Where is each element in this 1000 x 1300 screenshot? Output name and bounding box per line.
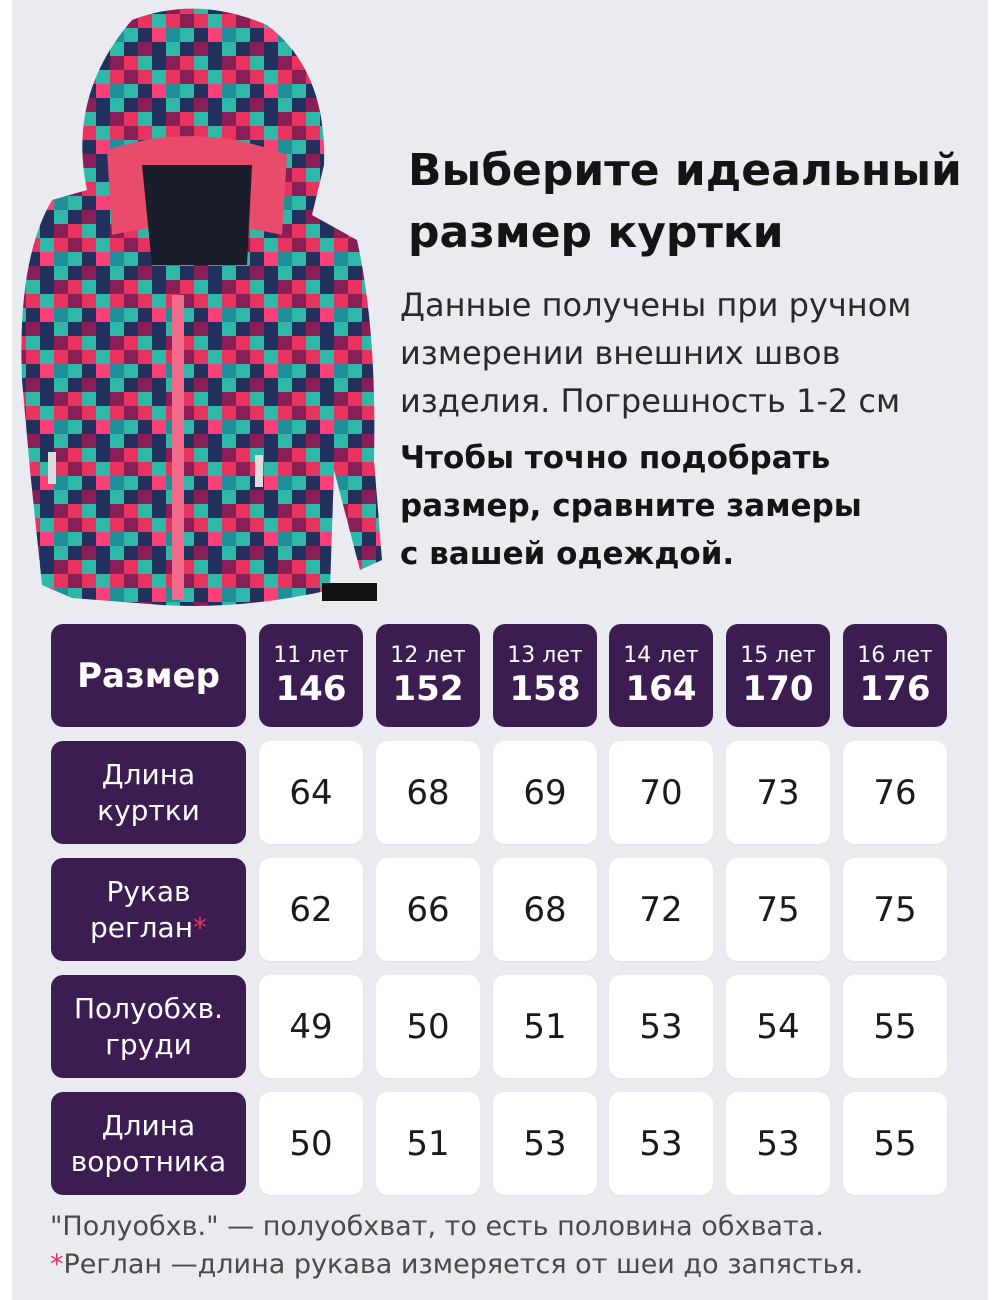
value-cell: 54 (726, 975, 830, 1078)
size-column-header (726, 624, 830, 727)
advice-line-2: размер, сравните замеры (400, 488, 862, 524)
title-line-1: Выберите идеальный (408, 145, 962, 196)
intro-line-2: измерении внешних швов (400, 334, 841, 372)
size-age: 12 лет (390, 642, 466, 668)
value-cell: 49 (259, 975, 363, 1078)
row-header-jacket-length (51, 741, 246, 844)
footnotes (50, 1208, 990, 1284)
intro-line-3: изделия. Погрешность 1-2 см (400, 382, 901, 420)
footnote-asterisk: * (50, 1249, 64, 1280)
size-column-header (493, 624, 597, 727)
value-cell: 53 (609, 975, 713, 1078)
value-cell: 75 (726, 858, 830, 961)
value-cell: 50 (376, 975, 480, 1078)
value-cell: 62 (259, 858, 363, 961)
size-column-header (376, 624, 480, 727)
value-cell: 51 (376, 1092, 480, 1195)
title-line-2: размер куртки (408, 207, 784, 258)
size-age: 14 лет (623, 642, 699, 668)
footnote-raglan (50, 1246, 990, 1284)
value-cell: 50 (259, 1092, 363, 1195)
row-label-line-2: куртки (97, 793, 200, 827)
value-cell: 75 (843, 858, 947, 961)
intro-line-1: Данные получены при ручном (400, 286, 912, 324)
value-cell: 53 (726, 1092, 830, 1195)
size-age: 15 лет (740, 642, 816, 668)
value-cell: 68 (376, 741, 480, 844)
row-header-collar-length (51, 1092, 246, 1195)
size-height: 152 (392, 668, 464, 709)
value-cell: 72 (609, 858, 713, 961)
footnote-half-girth: "Полуобхв." — полуобхват, то есть половина обхвата. (50, 1211, 824, 1242)
value-cell: 53 (609, 1092, 713, 1195)
size-height: 176 (859, 668, 931, 709)
row-header-raglan-sleeve (51, 858, 246, 961)
size-height: 146 (275, 668, 347, 709)
value-cell: 64 (259, 741, 363, 844)
row-label-line-2: реглан (89, 910, 194, 944)
size-height: 158 (509, 668, 581, 709)
value-cell: 68 (493, 858, 597, 961)
footnote-asterisk: * (193, 910, 208, 944)
row-label-line-2: груди (105, 1027, 192, 1061)
value-cell: 66 (376, 858, 480, 961)
value-cell: 69 (493, 741, 597, 844)
size-age: 16 лет (857, 642, 933, 668)
footnote-raglan-text: Реглан —длина рукава измеряется от шеи до запястья. (63, 1249, 864, 1280)
size-header-corner: Размер (51, 624, 246, 727)
size-column-header (259, 624, 363, 727)
advice-line-3: с вашей одеждой. (400, 536, 735, 572)
row-label-line-1: Рукав (106, 874, 191, 908)
row-label-line-1: Длина (101, 1108, 196, 1142)
size-height: 164 (625, 668, 697, 709)
value-cell: 70 (609, 741, 713, 844)
row-header-chest-half-girth (51, 975, 246, 1078)
value-cell: 55 (843, 1092, 947, 1195)
value-cell: 55 (843, 975, 947, 1078)
size-column-header (609, 624, 713, 727)
row-label-line-2: воротника (70, 1144, 227, 1178)
size-age: 11 лет (273, 642, 349, 668)
size-column-header (843, 624, 947, 727)
advice-line-1: Чтобы точно подобрать (400, 440, 831, 476)
size-age: 13 лет (507, 642, 583, 668)
row-label-line-1: Полуобхв. (73, 991, 224, 1025)
value-cell: 73 (726, 741, 830, 844)
size-height: 170 (742, 668, 814, 709)
value-cell: 51 (493, 975, 597, 1078)
value-cell: 76 (843, 741, 947, 844)
row-label-line-1: Длина (101, 757, 196, 791)
value-cell: 53 (493, 1092, 597, 1195)
